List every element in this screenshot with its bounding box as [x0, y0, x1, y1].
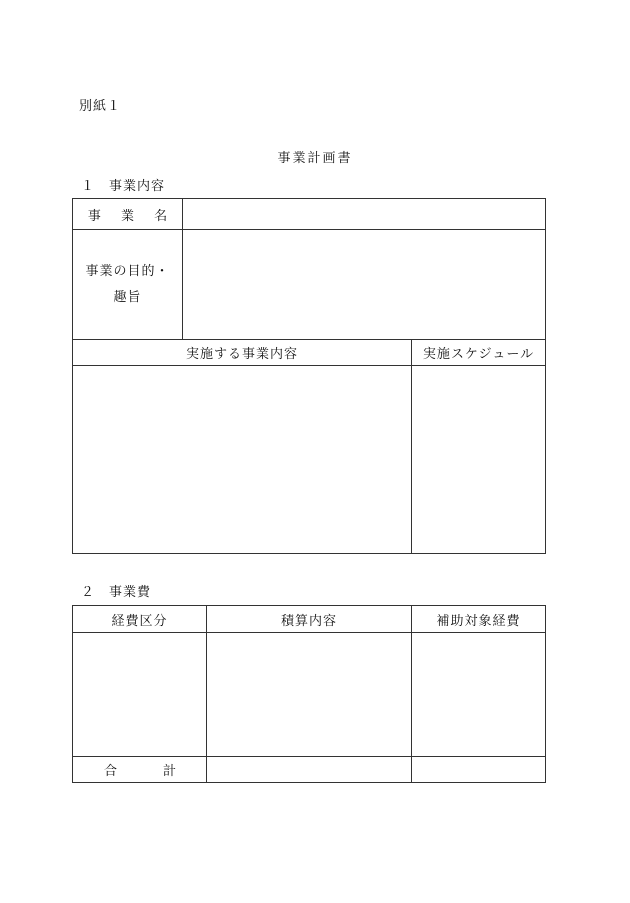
section-2-heading	[81, 586, 151, 599]
purpose-label-line-1: 事業の目的・	[85, 263, 170, 279]
eligible-expense-header: 補助対象経費	[412, 606, 546, 633]
total-label: 合 計	[73, 757, 207, 783]
activities-table	[72, 339, 546, 554]
project-info-table	[72, 198, 546, 340]
activities-field[interactable]	[73, 366, 412, 554]
project-name-field[interactable]	[183, 199, 546, 230]
schedule-header: 実施スケジュール	[412, 340, 546, 366]
expense-category-header: 経費区分	[73, 606, 207, 633]
total-amount-field[interactable]	[412, 757, 546, 783]
purpose-label	[73, 230, 183, 340]
section-1-title: 事業内容	[109, 179, 166, 194]
activities-header: 実施する事業内容	[73, 340, 412, 366]
calculation-details-header: 積算内容	[207, 606, 412, 633]
section-1-number: １	[81, 179, 96, 194]
calculation-details-field[interactable]	[207, 633, 412, 757]
total-detail-field[interactable]	[207, 757, 412, 783]
document-title: 事業計画書	[277, 151, 353, 166]
project-name-label: 事 業 名	[73, 199, 183, 230]
schedule-field[interactable]	[412, 366, 546, 554]
section-1-heading	[81, 180, 165, 193]
expense-category-field[interactable]	[73, 633, 207, 757]
purpose-field[interactable]	[183, 230, 546, 340]
purpose-label-line-2: 趣旨	[113, 289, 142, 305]
section-2-number: ２	[81, 585, 96, 600]
attachment-label: 別紙１	[79, 99, 122, 114]
eligible-expense-field[interactable]	[412, 633, 546, 757]
section-2-title: 事業費	[109, 585, 152, 600]
budget-table	[72, 605, 546, 783]
